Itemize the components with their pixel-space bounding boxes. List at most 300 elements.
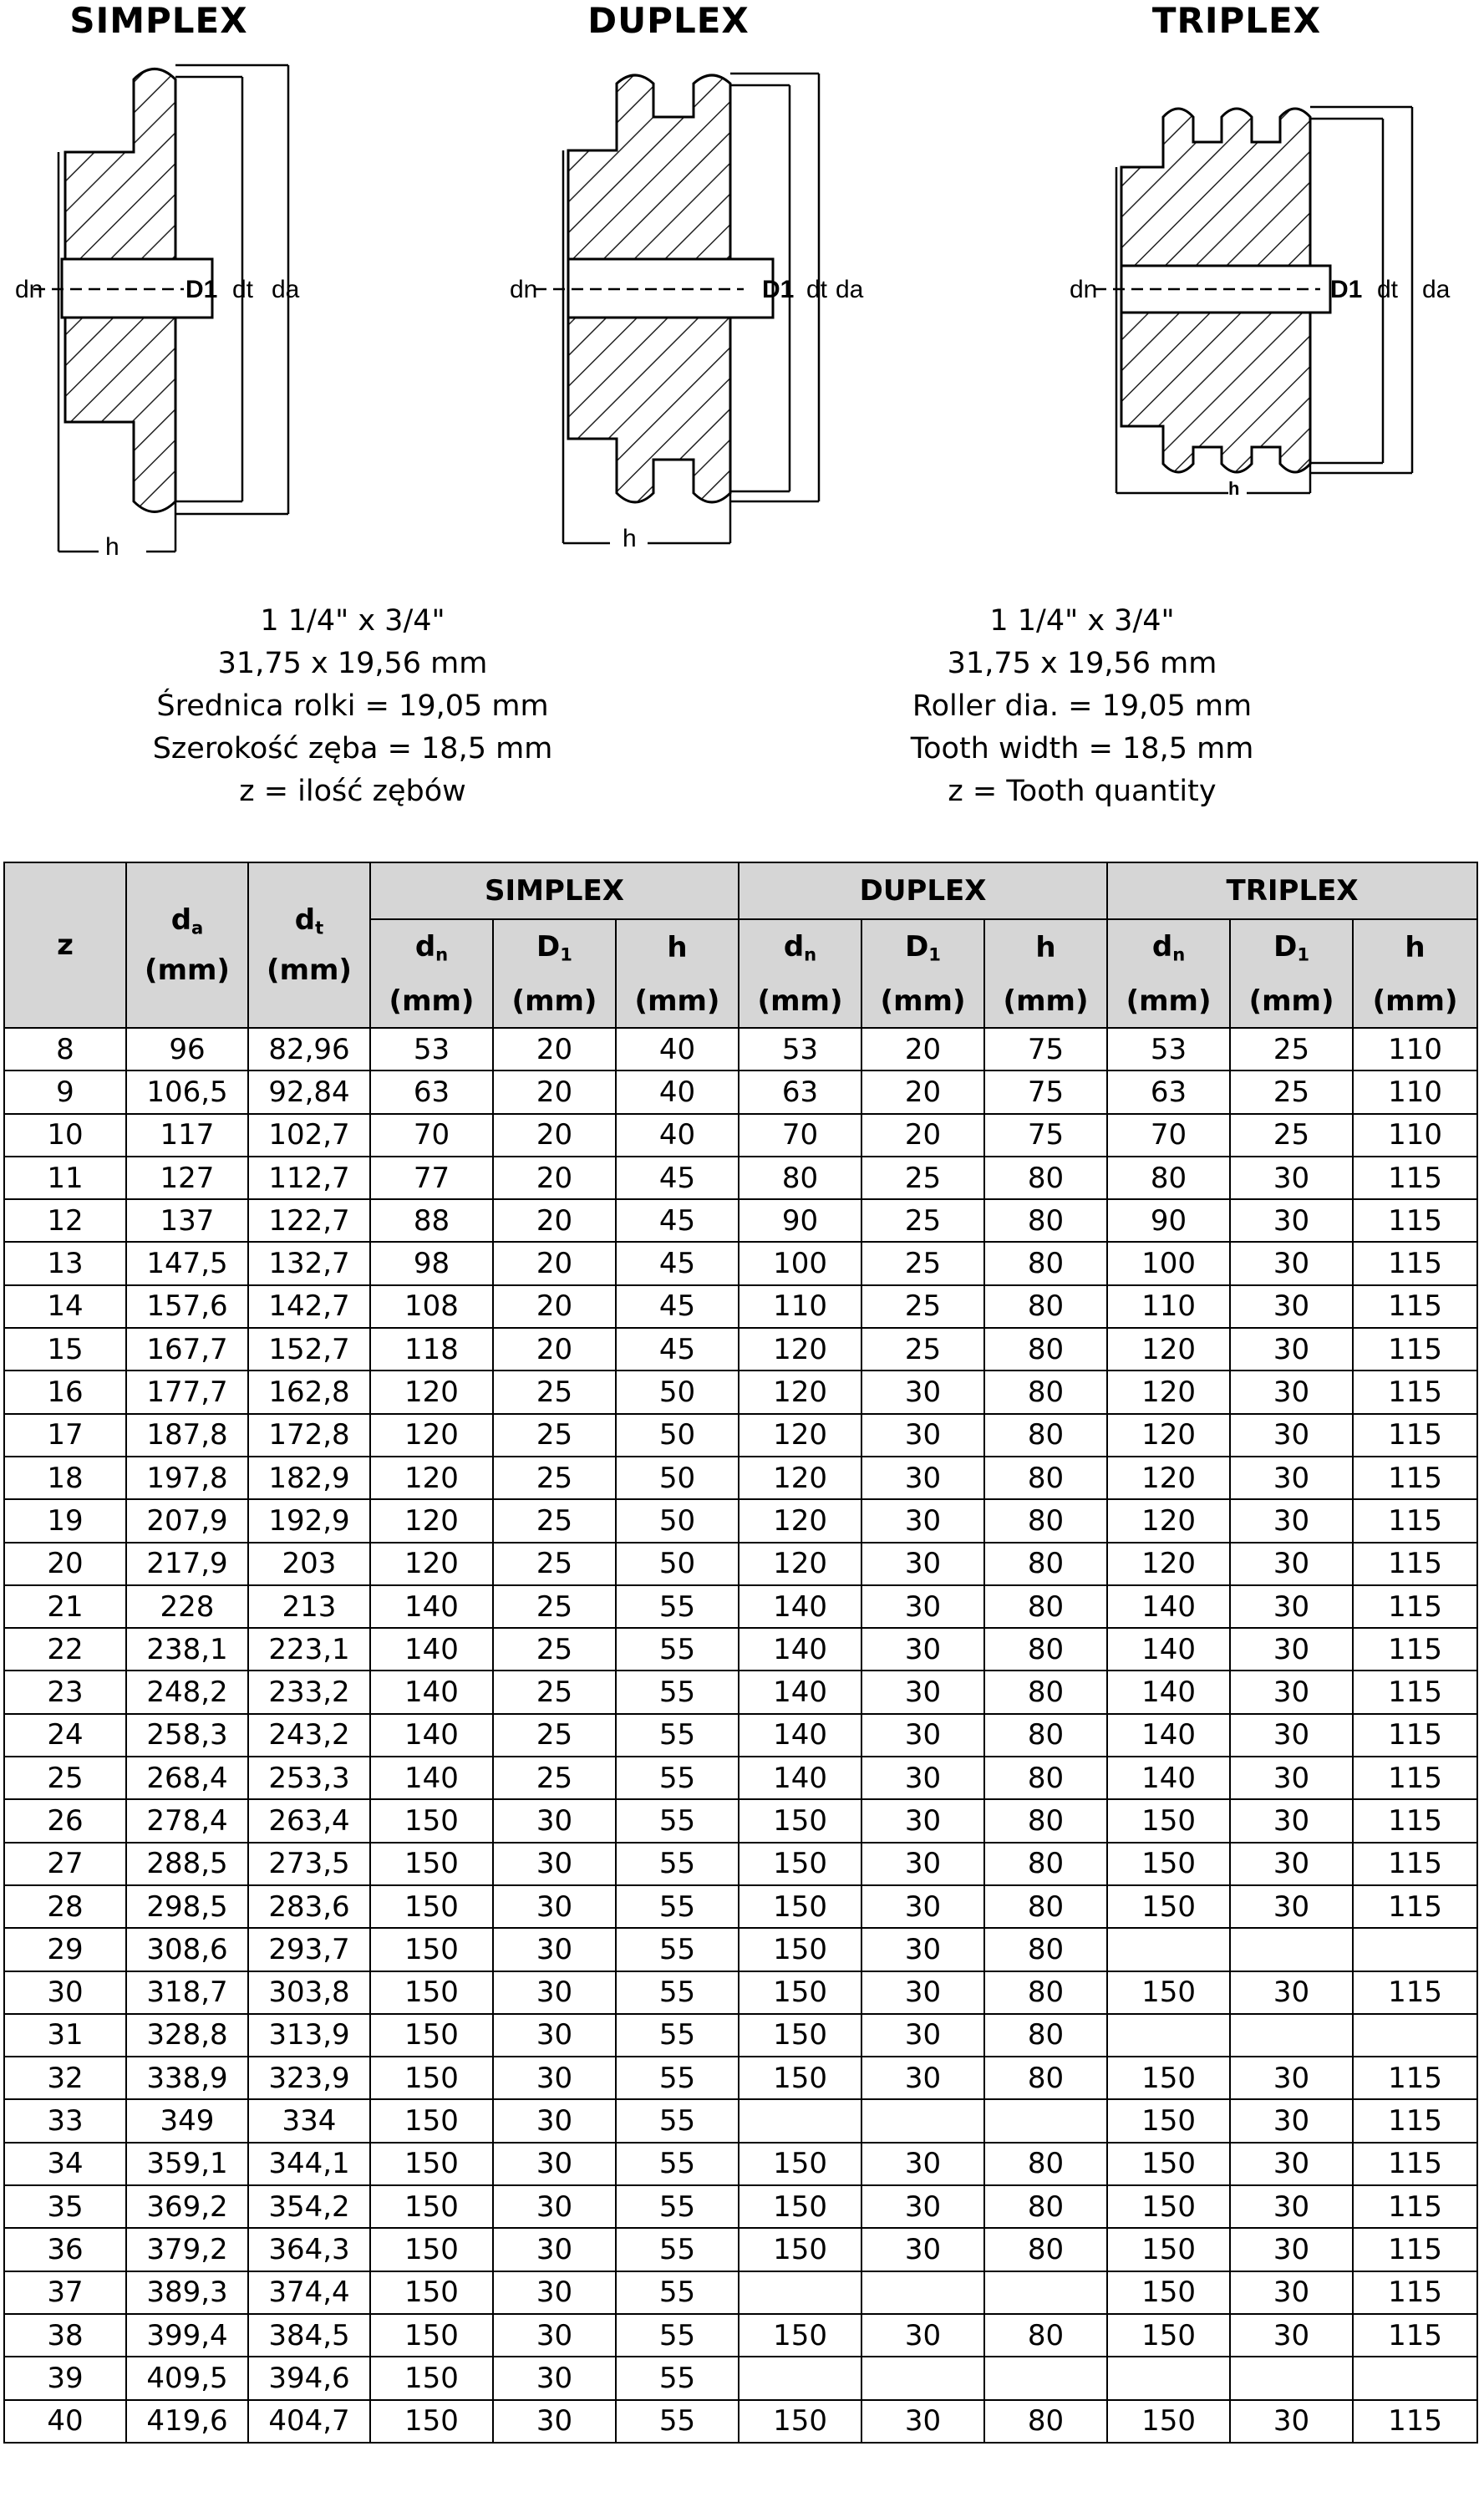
table-cell: 55: [616, 1628, 739, 1671]
table-cell: 53: [1107, 1028, 1230, 1071]
table-cell: 150: [370, 2271, 493, 2314]
spec-pl-line: Szerokość zęba = 18,5 mm: [152, 732, 553, 765]
table-cell: 40: [4, 2400, 126, 2443]
header-subcol-base: d: [414, 930, 436, 964]
table-cell: 36: [4, 2228, 126, 2271]
table-cell: 45: [616, 1285, 739, 1328]
table-cell: 9: [4, 1071, 126, 1113]
table-cell: 21: [4, 1585, 126, 1628]
table-cell: 80: [984, 1885, 1107, 1928]
table-cell: 88: [370, 1199, 493, 1242]
header-da-unit: (mm): [145, 953, 230, 987]
header-subcol-unit: (mm): [1107, 975, 1230, 1028]
table-cell: 32: [4, 2057, 126, 2099]
table-cell: 53: [739, 1028, 861, 1071]
table-cell: [1230, 2014, 1353, 2057]
table-cell: 303,8: [248, 1971, 370, 2014]
table-cell: 37: [4, 2271, 126, 2314]
triplex-label-d1: D1: [1330, 276, 1363, 303]
sprocket-dimensions-table: [3, 862, 1478, 2444]
table-cell: 30: [493, 2014, 616, 2057]
table-cell: 12: [4, 1199, 126, 1242]
table-cell: 70: [739, 1114, 861, 1157]
table-cell: 120: [1107, 1499, 1230, 1542]
table-cell: 354,2: [248, 2185, 370, 2228]
table-cell: 110: [739, 1285, 861, 1328]
table-cell: 55: [616, 2357, 739, 2399]
table-cell: 108: [370, 1285, 493, 1328]
spec-en-line: Tooth width = 18,5 mm: [910, 732, 1254, 765]
table-cell: 102,7: [248, 1114, 370, 1157]
header-subcol-base: h: [1405, 931, 1426, 964]
table-cell: 120: [739, 1457, 861, 1499]
table-cell: 115: [1353, 1757, 1477, 1799]
table-cell: 30: [493, 2400, 616, 2443]
table-cell: 150: [739, 2014, 861, 2057]
header-subcol-base: D: [1273, 930, 1298, 964]
table-cell: 30: [861, 2228, 984, 2271]
table-cell: 150: [1107, 2228, 1230, 2271]
table-cell: 140: [1107, 1628, 1230, 1671]
table-cell: 80: [984, 1371, 1107, 1413]
header-subcol-unit: (mm): [1230, 975, 1353, 1028]
header-subcol-name: [616, 919, 739, 975]
table-cell: 115: [1353, 1971, 1477, 2014]
header-subcol-base: h: [667, 931, 688, 964]
table-cell: [739, 2357, 861, 2399]
header-dt-base: d: [294, 903, 316, 938]
table-cell: 80: [739, 1157, 861, 1199]
table-row: [4, 1543, 1477, 1585]
table-cell: 248,2: [126, 1671, 248, 1713]
table-cell: 150: [739, 1928, 861, 1971]
header-dt-unit: (mm): [267, 953, 352, 987]
table-row: [4, 1328, 1477, 1371]
table-cell: 115: [1353, 1543, 1477, 1585]
table-row: [4, 1628, 1477, 1671]
table-cell: 30: [1230, 2271, 1353, 2314]
simplex-label-da: da: [272, 276, 300, 303]
table-cell: 80: [984, 1457, 1107, 1499]
table-cell: 55: [616, 2099, 739, 2142]
table-cell: 30: [493, 2314, 616, 2357]
header-subcol-sub: 1: [1297, 943, 1309, 965]
table-cell: 120: [1107, 1414, 1230, 1457]
duplex-label-dt: dt: [806, 276, 828, 303]
table-cell: 25: [493, 1543, 616, 1585]
table-cell: 30: [1230, 1414, 1353, 1457]
table-cell: 55: [616, 1757, 739, 1799]
table-cell: 30: [1230, 1499, 1353, 1542]
table-cell: 50: [616, 1499, 739, 1542]
table-cell: 53: [370, 1028, 493, 1071]
table-cell: 77: [370, 1157, 493, 1199]
table-cell: 115: [1353, 1457, 1477, 1499]
table-cell: 20: [861, 1071, 984, 1113]
table-cell: 217,9: [126, 1543, 248, 1585]
table-cell: 115: [1353, 1885, 1477, 1928]
table-cell: 55: [616, 1928, 739, 1971]
table-cell: 120: [370, 1457, 493, 1499]
table-cell: 137: [126, 1199, 248, 1242]
table-cell: 115: [1353, 1843, 1477, 1885]
table-cell: 110: [1107, 1285, 1230, 1328]
table-cell: 80: [984, 1157, 1107, 1199]
table-cell: 30: [493, 1843, 616, 1885]
header-subcol-base: D: [905, 930, 929, 964]
spec-en-line: z = Tooth quantity: [948, 775, 1217, 808]
table-cell: 25: [493, 1414, 616, 1457]
table-cell: [861, 2271, 984, 2314]
table-cell: 75: [984, 1071, 1107, 1113]
table-cell: 150: [370, 1843, 493, 1885]
table-cell: 150: [739, 2185, 861, 2228]
table-cell: 30: [1230, 1799, 1353, 1842]
table-cell: 115: [1353, 2271, 1477, 2314]
table-cell: 24: [4, 1714, 126, 1757]
table-cell: 39: [4, 2357, 126, 2399]
table-row: [4, 1714, 1477, 1757]
table-cell: 80: [984, 1799, 1107, 1842]
spec-polish: [60, 600, 645, 813]
table-cell: 30: [493, 1799, 616, 1842]
table-cell: 120: [739, 1499, 861, 1542]
table-cell: 150: [739, 2143, 861, 2185]
table-cell: 20: [4, 1543, 126, 1585]
header-da: [126, 862, 248, 1028]
table-cell: 45: [616, 1242, 739, 1284]
table-cell: 80: [984, 2228, 1107, 2271]
table-row: [4, 1457, 1477, 1499]
table-cell: 349: [126, 2099, 248, 2142]
table-cell: 30: [1230, 1242, 1353, 1284]
table-cell: 45: [616, 1157, 739, 1199]
table-cell: 150: [739, 2057, 861, 2099]
table-cell: 140: [739, 1714, 861, 1757]
table-cell: 150: [739, 2314, 861, 2357]
table-cell: 23: [4, 1671, 126, 1713]
table-row: [4, 1928, 1477, 1971]
table-cell: 30: [1230, 1757, 1353, 1799]
table-cell: 150: [739, 1799, 861, 1842]
table-cell: 117: [126, 1114, 248, 1157]
table-cell: 80: [984, 1757, 1107, 1799]
table-cell: 20: [493, 1028, 616, 1071]
table-cell: 140: [1107, 1671, 1230, 1713]
spec-pl-line: z = ilość zębów: [239, 775, 466, 808]
header-subcol-unit: (mm): [370, 975, 493, 1028]
table-cell: [1107, 2014, 1230, 2057]
simplex-label-dn: dn: [15, 276, 43, 303]
table-cell: 75: [984, 1114, 1107, 1157]
table-cell: 120: [370, 1499, 493, 1542]
table-cell: 30: [1230, 2185, 1353, 2228]
table-cell: 394,6: [248, 2357, 370, 2399]
table-cell: 25: [861, 1157, 984, 1199]
table-cell: 30: [861, 1457, 984, 1499]
table-cell: 20: [493, 1071, 616, 1113]
table-cell: 389,3: [126, 2271, 248, 2314]
table-cell: 30: [861, 2014, 984, 2057]
table-cell: 20: [861, 1028, 984, 1071]
table-cell: 25: [493, 1757, 616, 1799]
table-cell: 132,7: [248, 1242, 370, 1284]
table-cell: 30: [861, 1371, 984, 1413]
table-cell: 55: [616, 1671, 739, 1713]
table-cell: 120: [1107, 1328, 1230, 1371]
table-cell: 55: [616, 2143, 739, 2185]
table-row: [4, 1499, 1477, 1542]
table-row: [4, 2099, 1477, 2142]
table-cell: 308,6: [126, 1928, 248, 1971]
table-row: [4, 1799, 1477, 1842]
table-cell: 110: [1353, 1071, 1477, 1113]
table-cell: 318,7: [126, 1971, 248, 2014]
table-cell: 150: [370, 2314, 493, 2357]
table-cell: 140: [739, 1628, 861, 1671]
duplex-label-da: da: [836, 276, 864, 303]
table-cell: 150: [370, 2357, 493, 2399]
table-cell: 80: [984, 2014, 1107, 2057]
table-cell: 223,1: [248, 1628, 370, 1671]
table-cell: 14: [4, 1285, 126, 1328]
table-cell: 55: [616, 2400, 739, 2443]
table-cell: 140: [1107, 1714, 1230, 1757]
table-cell: 115: [1353, 2400, 1477, 2443]
table-cell: 150: [739, 1971, 861, 2014]
table-cell: 30: [861, 1714, 984, 1757]
table-cell: 80: [984, 2185, 1107, 2228]
duplex-label-h: h: [623, 525, 637, 552]
table-cell: 140: [370, 1628, 493, 1671]
table-cell: 30: [861, 1585, 984, 1628]
table-cell: 30: [1230, 1671, 1353, 1713]
table-cell: 120: [370, 1414, 493, 1457]
table-cell: 25: [493, 1671, 616, 1713]
spec-pl-line: 1 1/4" x 3/4": [260, 604, 445, 638]
table-cell: 30: [1230, 2099, 1353, 2142]
table-cell: 30: [4, 1971, 126, 2014]
table-row: [4, 2357, 1477, 2399]
table-cell: 30: [861, 1928, 984, 1971]
simplex-title: SIMPLEX: [69, 0, 248, 41]
table-cell: 157,6: [126, 1285, 248, 1328]
table-cell: 338,9: [126, 2057, 248, 2099]
table-cell: 374,4: [248, 2271, 370, 2314]
table-cell: 150: [739, 1843, 861, 1885]
spec-pl-line: 31,75 x 19,56 mm: [217, 647, 488, 680]
table-cell: 115: [1353, 2185, 1477, 2228]
table-cell: 30: [861, 2185, 984, 2228]
table-cell: 30: [1230, 1843, 1353, 1885]
table-cell: 45: [616, 1199, 739, 1242]
table-cell: 55: [616, 1843, 739, 1885]
table-cell: 115: [1353, 1628, 1477, 1671]
table-cell: 55: [616, 2271, 739, 2314]
table-cell: 30: [1230, 2400, 1353, 2443]
duplex-title: DUPLEX: [587, 0, 750, 41]
table-row: [4, 1671, 1477, 1713]
header-group-triplex: TRIPLEX: [1107, 862, 1477, 919]
header-dt-sub: t: [315, 917, 324, 938]
table-cell: 364,3: [248, 2228, 370, 2271]
table-cell: 228: [126, 1585, 248, 1628]
header-subcol-unit: (mm): [984, 975, 1107, 1028]
header-subcol-base: h: [1035, 931, 1056, 964]
table-cell: 140: [370, 1714, 493, 1757]
table-cell: 80: [984, 2314, 1107, 2357]
table-cell: 293,7: [248, 1928, 370, 1971]
table-cell: 120: [370, 1371, 493, 1413]
table-cell: 379,2: [126, 2228, 248, 2271]
table-cell: 28: [4, 1885, 126, 1928]
table-cell: 243,2: [248, 1714, 370, 1757]
table-cell: 25: [861, 1328, 984, 1371]
table-cell: 115: [1353, 1157, 1477, 1199]
triplex-title: TRIPLEX: [1151, 0, 1322, 41]
table-cell: 150: [370, 2228, 493, 2271]
table-cell: 8: [4, 1028, 126, 1071]
table-cell: 118: [370, 1328, 493, 1371]
table-row: [4, 1028, 1477, 1071]
header-subcol-name: [370, 919, 493, 975]
table-cell: 30: [1230, 1585, 1353, 1628]
table-cell: 20: [493, 1199, 616, 1242]
table-cell: 30: [1230, 1885, 1353, 1928]
table-cell: 150: [1107, 1799, 1230, 1842]
table-cell: 203: [248, 1543, 370, 1585]
table-row: [4, 1114, 1477, 1157]
table-cell: 30: [493, 1971, 616, 2014]
table-row: [4, 2400, 1477, 2443]
table-cell: 30: [493, 1928, 616, 1971]
table-cell: 90: [1107, 1199, 1230, 1242]
table-cell: 80: [984, 1328, 1107, 1371]
header-subcol-name: [739, 919, 861, 975]
table-cell: 140: [739, 1585, 861, 1628]
spec-english: [790, 600, 1375, 813]
header-subcol-base: d: [1151, 930, 1173, 964]
header-group-simplex: SIMPLEX: [370, 862, 739, 919]
table-cell: [861, 2357, 984, 2399]
table-row: [4, 1285, 1477, 1328]
table-cell: 55: [616, 2185, 739, 2228]
table-cell: 50: [616, 1371, 739, 1413]
table-cell: 20: [493, 1242, 616, 1284]
table-cell: 25: [1230, 1071, 1353, 1113]
table-cell: 140: [370, 1671, 493, 1713]
table-cell: 115: [1353, 1285, 1477, 1328]
table-cell: 29: [4, 1928, 126, 1971]
table-cell: 150: [370, 2057, 493, 2099]
table-cell: 20: [493, 1328, 616, 1371]
table-cell: 40: [616, 1028, 739, 1071]
table-cell: 115: [1353, 1199, 1477, 1242]
table-cell: 30: [1230, 2314, 1353, 2357]
table-cell: 30: [861, 1543, 984, 1585]
table-row: [4, 1971, 1477, 2014]
table-cell: 127: [126, 1157, 248, 1199]
header-subcol-name: [1107, 919, 1230, 975]
table-cell: 115: [1353, 2314, 1477, 2357]
table-cell: 100: [1107, 1242, 1230, 1284]
table-cell: 150: [370, 1971, 493, 2014]
table-cell: 80: [984, 1242, 1107, 1284]
table-cell: 115: [1353, 1328, 1477, 1371]
table-row: [4, 1843, 1477, 1885]
table-cell: 80: [984, 2143, 1107, 2185]
table-cell: 30: [861, 1628, 984, 1671]
table-cell: 115: [1353, 1799, 1477, 1842]
table-cell: 25: [493, 1585, 616, 1628]
header-subcol-unit: (mm): [739, 975, 861, 1028]
table-cell: 50: [616, 1414, 739, 1457]
table-row: [4, 1885, 1477, 1928]
table-cell: 15: [4, 1328, 126, 1371]
table-cell: 150: [1107, 1885, 1230, 1928]
table-cell: 30: [493, 2143, 616, 2185]
table-cell: [1230, 2357, 1353, 2399]
table-cell: 30: [493, 2271, 616, 2314]
header-subcol-name: [984, 919, 1107, 975]
table-cell: [984, 2357, 1107, 2399]
header-subcol-sub: n: [1172, 943, 1186, 965]
table-cell: 30: [861, 1414, 984, 1457]
table-cell: 63: [1107, 1071, 1230, 1113]
header-subcol-name: [1353, 919, 1477, 975]
table-cell: 115: [1353, 1414, 1477, 1457]
table-cell: 172,8: [248, 1414, 370, 1457]
header-group-duplex: DUPLEX: [739, 862, 1107, 919]
table-cell: [739, 2099, 861, 2142]
table-cell: 18: [4, 1457, 126, 1499]
table-row: [4, 1371, 1477, 1413]
table-cell: 30: [1230, 1199, 1353, 1242]
table-cell: 30: [861, 2057, 984, 2099]
table-cell: 112,7: [248, 1157, 370, 1199]
table-cell: 140: [739, 1671, 861, 1713]
table-cell: 167,7: [126, 1328, 248, 1371]
table-cell: 150: [739, 1885, 861, 1928]
table-cell: 20: [493, 1114, 616, 1157]
table-cell: 140: [370, 1757, 493, 1799]
table-cell: 150: [370, 2099, 493, 2142]
table-cell: 80: [984, 1199, 1107, 1242]
table-row: [4, 2057, 1477, 2099]
header-da-sub: a: [191, 917, 204, 938]
table-cell: 182,9: [248, 1457, 370, 1499]
table-cell: [984, 2099, 1107, 2142]
table-cell: 334: [248, 2099, 370, 2142]
table-cell: 30: [1230, 1328, 1353, 1371]
table-cell: 238,1: [126, 1628, 248, 1671]
table-cell: 115: [1353, 2143, 1477, 2185]
table-cell: 207,9: [126, 1499, 248, 1542]
table-cell: 150: [370, 1799, 493, 1842]
table-cell: 150: [370, 2185, 493, 2228]
table-cell: 31: [4, 2014, 126, 2057]
table-cell: 25: [493, 1457, 616, 1499]
table-cell: 147,5: [126, 1242, 248, 1284]
duplex-label-dn: dn: [510, 276, 538, 303]
header-subcol-unit: (mm): [616, 975, 739, 1028]
table-row: [4, 1071, 1477, 1113]
header-subcol-sub: 1: [928, 943, 941, 965]
header-subcol-sub: n: [804, 943, 817, 965]
table-row: [4, 2228, 1477, 2271]
table-cell: 369,2: [126, 2185, 248, 2228]
table-cell: 30: [1230, 1543, 1353, 1585]
